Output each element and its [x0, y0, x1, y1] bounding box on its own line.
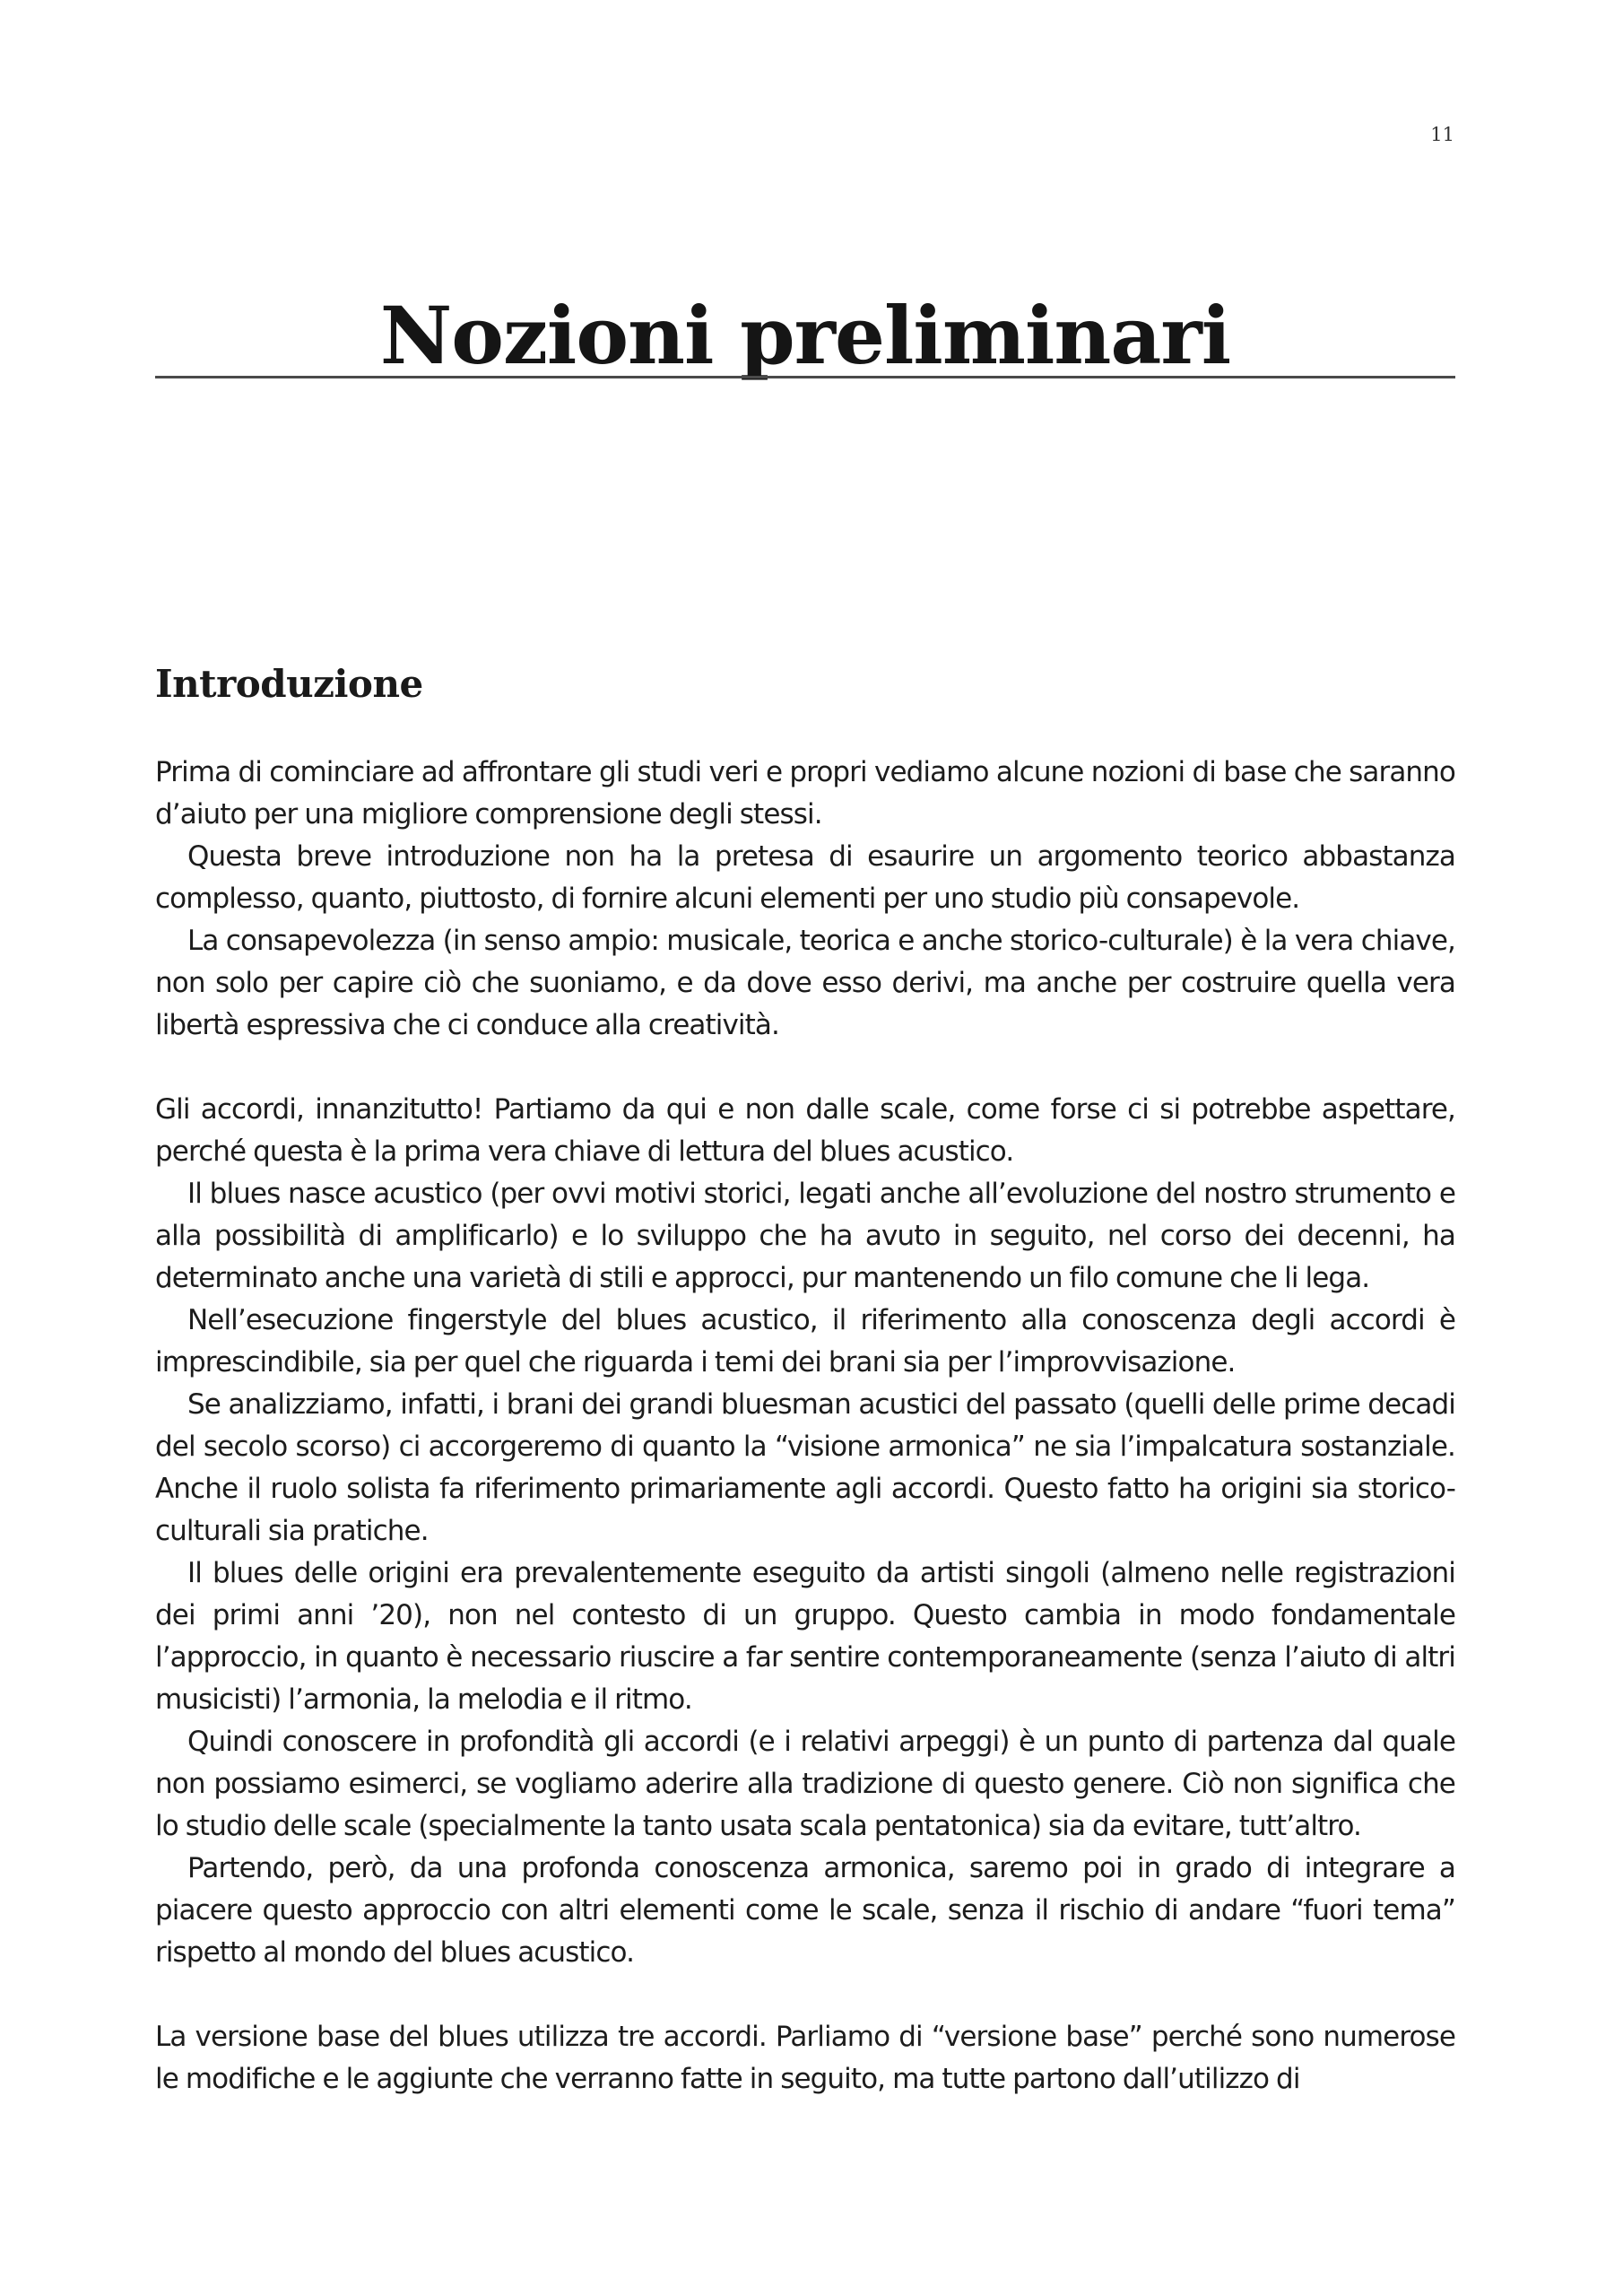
- paragraph: Partendo, però, da una profonda conoscenza armonica, saremo poi in grado di integrare a piacere questo approccio con altri elementi come le scale, senza il rischio di andare “fuori tema” rispetto al mondo del blues acustico.: [155, 1852, 1455, 1969]
- chapter-header: [155, 269, 1455, 382]
- paragraph: Questa breve introduzione non ha la pretesa di esaurire un argomento teorico abbastanza complesso, quanto, piuttosto, di fornire alcuni elementi per uno studio più consapevole.: [155, 840, 1455, 915]
- paragraph: Il blues nasce acustico (per ovvi motivi storici, legati anche all’evoluzione del nostro strumento e alla possibilità di amplificarlo) e lo sviluppo che ha avuto in seguito, nel corso dei decenni, ha determinato anche una varietà di stili e approcci, pur mantenendo un filo comune che li lega.: [155, 1178, 1455, 1294]
- paragraph: Gli accordi, innanzitutto! Partiamo da qui e non dalle scale, come forse ci si potrebbe aspettare, perché questa è la prima vera chiave di lettura del blues acustico.: [155, 1093, 1455, 1168]
- chapter-title: Nozioni preliminari: [379, 289, 1231, 382]
- section-title: Introduzione: [155, 662, 423, 706]
- paragraph: Quindi conoscere in profondità gli accordi (e i relativi arpeggi) è un punto di partenza dal quale non possiamo esimerci, se vogliamo aderire alla tradizione di questo genere. Ciò non significa che lo studio delle scale (specialmente la tanto usata scala pentatonica) sia da evitare, tutt’altro.: [155, 1726, 1455, 1842]
- body-text: [155, 752, 1455, 2100]
- title-underline-rule: [155, 376, 1455, 378]
- page-number: 11: [1430, 124, 1454, 145]
- paragraph: Prima di cominciare ad affrontare gli studi veri e propri vediamo alcune nozioni di base che saranno d’aiuto per una migliore comprensione degli stessi.: [155, 756, 1455, 831]
- paragraph: La versione base del blues utilizza tre accordi. Parliamo di “versione base” perché sono numerose le modifiche e le aggiunte che verranno fatte in seguito, ma tutte partono dall’utilizzo di: [155, 2021, 1455, 2095]
- paragraph: La consapevolezza (in senso ampio: musicale, teorica e anche storico-culturale) è la vera chiave, non solo per capire ciò che suoniamo, e da dove esso derivi, ma anche per costruire quella vera libertà espressiva che ci conduce alla creatività.: [155, 925, 1455, 1041]
- paragraph: Se analizziamo, infatti, i brani dei grandi bluesman acustici del passato (quelli delle prime decadi del secolo scorso) ci accorgeremo di quanto la “visione armonica” ne sia l’impalcatura sostanziale. Anche il ruolo solista fa riferimento primariamente agli accordi. Questo fatto ha origini sia storico-culturali sia pratiche.: [155, 1388, 1455, 1547]
- paragraph: Nell’esecuzione fingerstyle del blues acustico, il riferimento alla conoscenza degli accordi è imprescindibile, sia per quel che riguarda i temi dei brani sia per l’improvvisazione.: [155, 1304, 1455, 1378]
- paragraph: Il blues delle origini era prevalentemente eseguito da artisti singoli (almeno nelle registrazioni dei primi anni ’20), non nel contesto di un gruppo. Questo cambia in modo fondamentale l’approccio, in quanto è necessario riuscire a far sentire contemporaneamente (senza l’aiuto di altri musicisti) l’armonia, la melodia e il ritmo.: [155, 1557, 1455, 1716]
